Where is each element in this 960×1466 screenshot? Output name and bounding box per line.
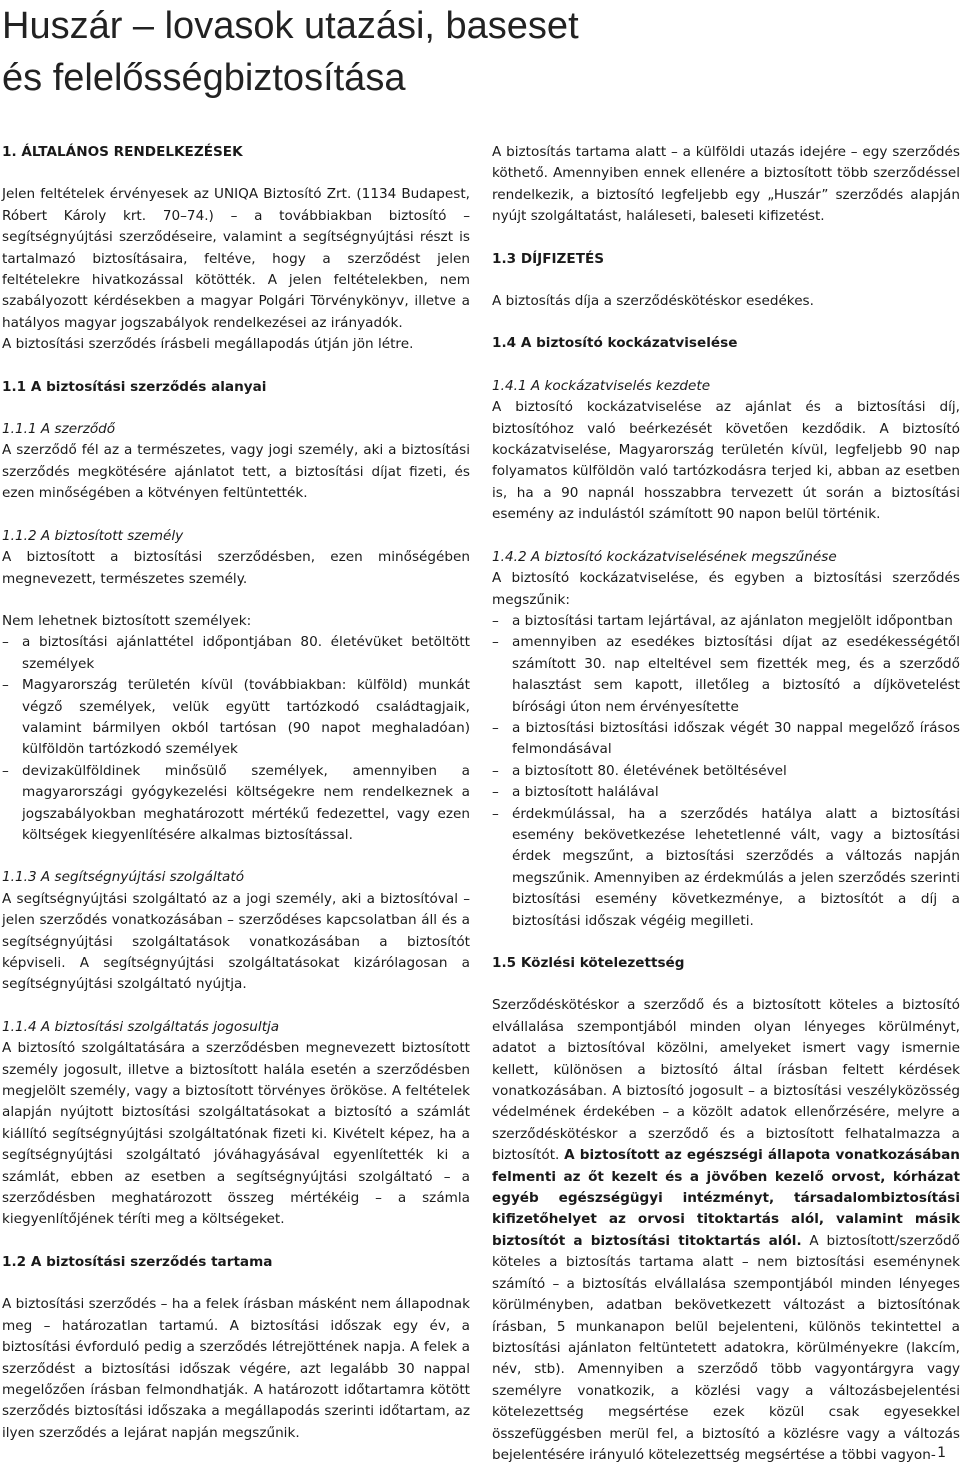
section-1-4-1-text: A biztosító kockázatviselése az ajánlat és a biztosítási díj, biztosítóhoz való beérkezését követően kezdődik. A biztosító kockázatviselése, Magyarország területén kívül, legfeljebb 90 nap folyamatos külföldön való tartózkodásra terjed ki, abban az esetben is, ha a 90 napnál hosszabbra tervezett út során a biztosítási esemény az indulástól számított 90 napon belül történik. (492, 399, 960, 523)
list-item: – érdekmúlással, ha a szerződés hatálya alatt a biztosítási esemény bekövetkezése lehetetlenné vált, vagy a biztosítási érdek megszűnt, a biztosítási szerződés a változás napján megszűnik. Amennyiben az érdekmúlás a jelen szerződés szerinti biztosítási esemény következménye, a biztosítót a díj a biztosítási időszak végéig megilleti. (492, 804, 960, 932)
section-1-4-heading: 1.4 A biztosító kockázatviselése (492, 335, 738, 352)
list-item: – a biztosítási ajánlattétel időpontjában 80. életévüket betöltött személyek (2, 632, 470, 675)
excluded-persons-list (2, 632, 470, 846)
section-1-4-2-title: 1.4.2 A biztosító kockázatviselésének megszűnése (492, 548, 837, 565)
section-1-1-4-text: A biztosító szolgáltatására a szerződésben megnevezett biztosított személy jogosult, illetve a biztosított halála esetén a szerződésben megjelölt személy, vagy a biztosított törvényes örököse. A feltételek alapján nyújtott biztosítási szolgáltatásokat a biztosító a számlát kiállító segítségnyújtási szolgáltatónak fizeti ki. Kivételt képez, ha a segítségnyújtási szolgáltató jóváhagyásával egyenlítették ki a számlát, ebben az esetben a segítségnyújtási szolgáltató – a szerződésben meghatározott összeg mértékéig – a számla kiegyenlítőjének téríti meg a költségeket. (2, 1040, 470, 1228)
section-1-3-text: A biztosítás díja a szerződéskötéskor esedékes. (492, 293, 814, 310)
section-1-3-heading: 1.3 DÍJFIZETÉS (492, 250, 605, 267)
list-item: – Magyarország területén kívül (továbbiakban: külföld) munkát végző személyek, velük együtt tartózkodó családtagjaik, valamint bármilyen okból tartósan (90 napot meghaladóan) külföldön tartózkodó személyek (2, 675, 470, 761)
section-1-4-2-text: A biztosító kockázatviselése, és egyben a biztosítási szerződés megszűnik: (492, 570, 960, 608)
intro-paragraph: A biztosítás tartama alatt – a külföldi utazás idejére – egy szerződés köthető. Amennyiben ennek ellenére a biztosított több szerződéssel rendelkezik, a biztosító legfeljebb egy „Huszár” szerződés alapján nyújt szolgáltatást, haláleseti, baleseti kifizetést. (492, 144, 960, 225)
section-1-heading: 1. ÁLTALÁNOS RENDELKEZÉSEK (2, 144, 243, 160)
list-item: – a biztosítási tartam lejártával, az ajánlaton megjelölt időpontban (492, 611, 960, 632)
section-1-1-3-text: A segítségnyújtási szolgáltató az a jogi személy, aki a biztosítóval – jelen szerződés vonatkozásában – szerződéses kapcsolatban áll és a segítségnyújtási szolgáltatások vonatkozásában a biztosítót képviseli. A segítségnyújtási szolgáltatásokat kizárólagosan a segítségnyújtási szolgáltató nyújtja. (2, 890, 470, 993)
title-line-1: Huszár – lovasok utazási, baseset (2, 5, 579, 47)
list-item: – amennyiben az esedékes biztosítási díjat az esedékességétől számított 30. nap elteltével sem fizették meg, és a szerződő halasztást sem kapott, illetőleg a biztosító a díjkövetelést bírósági úton nem érvényesítette (492, 632, 960, 718)
section-1-5-bold-part: A biztosított az egészségi állapota vonatkozásában felmenti az őt kezelt és a jövőben kezelő orvost, kórházat egyéb egészségügyi intézményt, társadalombiztosítási kifizetőhelyet az orvosi titoktartás alól, valamint másik biztosítót a biztosítási titoktartás alól. (492, 1147, 960, 1249)
section-1-paragraph-2: A biztosítási szerződés írásbeli megállapodás útján jön létre. (2, 336, 414, 353)
title-line-2: és felelősségbiztosítása (2, 57, 406, 99)
list-item: – a biztosított halálával (492, 782, 960, 803)
right-column (492, 142, 960, 1466)
termination-list (492, 611, 960, 932)
section-1-paragraph: Jelen feltételek érvényesek az UNIQA Biztosító Zrt. (1134 Budapest, Róbert Károly krt. 70–74.) – a továbbiakban biztosító – segítségnyújtási szerződéseire, valamint a segítségnyújtási részt is tartalmazó biztosításaira, feltéve, hogy a szerződést jelen feltételekre hivatkozással kötötték. A jelen feltételekben, nem szabályozott kérdésekben a magyar Polgári Törvénykönyv, illetve a hatályos magyar jogszabályok rendelkezései az irányadók. (2, 186, 470, 331)
section-1-1-4-title: 1.1.4 A biztosítási szolgáltatás jogosultja (2, 1018, 280, 1035)
section-1-5-part-a: Szerződéskötéskor a szerződő és a biztosított köteles a biztosító elvállalása szempontjából minden olyan lényeges körülményt, adatot a biztosítóval közölni, amelyeket ismert vagy ismernie kellett, különösen a biztosító által írásban feltett kérdések vonatkozásában. A biztosító jogosult – a biztosítási veszélyközösség védelmének érdekében – a közölt adatok ellenőrzésére, melyre a szerződéskötéskor a szerződő és a biztosított felhatalmazza a biztosítót. (492, 997, 960, 1164)
section-1-1-1-text: A szerződő fél az a természetes, vagy jogi személy, aki a biztosítási szerződés megkötésére ajánlatot tett, a biztosítási díjat fizeti, és ezen minőségében a kötvényen feltüntették. (2, 442, 470, 502)
section-1-4-1-title: 1.4.1 A kockázatviselés kezdete (492, 377, 711, 394)
section-1-5-part-b: A biztosított/szerződő köteles a biztosítás tartama alatt – nem biztosítási eseménynek számító – a biztosítás elvállalása szempontjából minden lényeges körülményben, adatban bekövetkezett változást a biztosítónak írásban, 5 munkanapon belül bejelenteni, különös tekintettel a biztosítási ajánlaton feltüntetett adatokra, körülményekre (lakcím, név, stb). Amennyiben a szerződő több vagyontárgyra vagy személyre vonatkozik, a közlési vagy a változásbejelentési kötelezettség megsértése ezek közül csak egyesekkel összefüggésben merül fel, a biztosító a közlésre vagy a változás bejelentésére irányuló kötelezettség megsértése a többi vagyon- (492, 1232, 960, 1463)
list-item: – a biztosított 80. életévének betöltésével (492, 761, 960, 782)
section-1-5-text (492, 995, 960, 1466)
section-1-2-text: A biztosítási szerződés – ha a felek írásban másként nem állapodnak meg – határozatlan tartamú. A biztosítási időszak egy év, a biztosítási évforduló pedig a szerződés létrejöttének napja. A felek a szerződést a biztosítási időszak végére, azt legalább 30 nappal megelőzően írásban felmondhatják. A határozott időtartamra kötött szerződés biztosítási időszaka a megállapodás szerinti időtartam, az ilyen szerződés a lejárat napján megszűnik. (2, 1296, 470, 1441)
section-1-1-heading: 1.1 A biztosítási szerződés alanyai (2, 378, 267, 395)
excluded-persons-heading: Nem lehetnek biztosított személyek: (2, 612, 252, 629)
list-item: – devizakülföldinek minősülő személyek, amennyiben a magyarországi gyógykezelési költségekre nem rendelkeznek a jogszabályokban meghatározott mértékű fedezettel, vagy ezen költségek kiegyenlítésére alkalmas biztosítással. (2, 761, 470, 847)
section-1-5-heading: 1.5 Közlési kötelezettség (492, 955, 685, 971)
section-1-1-2-text: A biztosított a biztosítási szerződésben, ezen minőségében megnevezett, természetes személy. (2, 549, 470, 587)
section-1-2-heading: 1.2 A biztosítási szerződés tartama (2, 1253, 273, 1270)
list-item: – a biztosítási biztosítási időszak végét 30 nappal megelőző írásos felmondásával (492, 718, 960, 761)
document-title (2, 0, 602, 104)
left-column (2, 142, 470, 1444)
section-1-1-1-title: 1.1.1 A szerződő (2, 421, 116, 438)
page-number: 1 (937, 1445, 946, 1461)
section-1-1-3-title: 1.1.3 A segítségnyújtási szolgáltató (2, 869, 245, 886)
section-1-1-2-title: 1.1.2 A biztosított személy (2, 527, 184, 544)
